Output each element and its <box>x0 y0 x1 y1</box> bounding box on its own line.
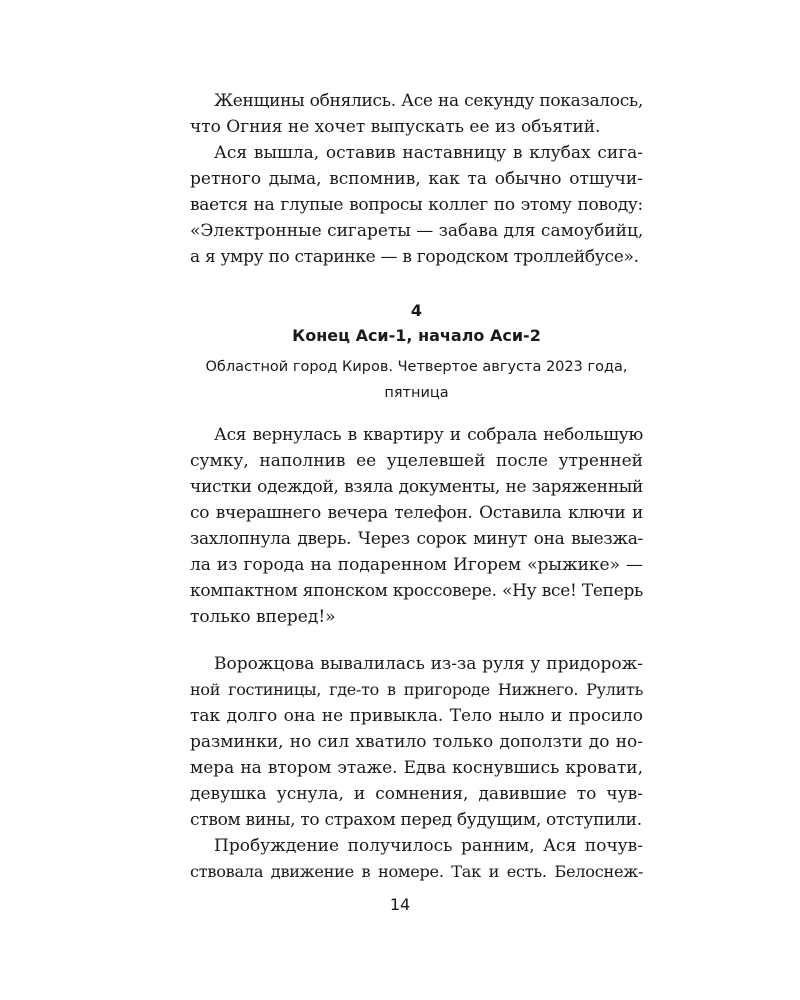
text-line: только вперед!» <box>190 607 336 627</box>
text-section-top <box>190 88 643 270</box>
paragraph <box>190 140 643 270</box>
text-section-bottom <box>190 651 643 885</box>
text-line: со вчерашнего вечера телефон. Оставила ключи и <box>190 503 643 523</box>
text-line: «Электронные сигареты — забава для самоубийц, <box>190 221 644 241</box>
text-line: ствовала движение в номере. Так и есть. Белоснеж- <box>190 862 643 881</box>
chapter-subtitle <box>190 354 643 406</box>
text-line: так долго она не привыкла. Тело ныло и просило <box>190 706 643 726</box>
paragraph <box>190 422 643 630</box>
text-line: что Огния не хочет выпускать ее из объятий. <box>190 117 601 137</box>
text-line: Ася вышла, оставив наставницу в клубах сига- <box>214 143 643 163</box>
text-line: Ворожцова вывалилась из-за руля у придорож- <box>214 654 643 674</box>
chapter-title: Конец Аси-1, начало Аси-2 <box>292 326 541 345</box>
text-line: Ася вернулась в квартиру и собрала небольшую <box>214 425 643 445</box>
text-line: Женщины обнялись. Асе на секунду показалось, <box>214 91 643 111</box>
text-line: захлопнула дверь. Через сорок минут она выезжа- <box>190 529 643 549</box>
text-line: чистки одеждой, взяла документы, не заряженный <box>190 477 643 497</box>
paragraph <box>190 651 643 833</box>
text-line: компактном японском кроссовере. «Ну все! Теперь <box>190 581 643 601</box>
text-line: мера на втором этаже. Едва коснувшись кровати, <box>190 758 643 778</box>
text-line: девушка уснула, и сомнения, давившие то чув- <box>190 784 643 804</box>
text-line: ной гостиницы, где-то в пригороде Нижнего. Рулить <box>190 680 643 699</box>
text-line: вается на глупые вопросы коллег по этому поводу: <box>190 195 643 215</box>
text-line: а я умру по старинке — в городском троллейбусе». <box>190 247 639 267</box>
paragraph <box>190 88 643 140</box>
subtitle-line: Областной город Киров. Четвертое августа 2023 года, <box>205 359 628 375</box>
text-line: разминки, но сил хватило только доползти до но- <box>190 732 643 752</box>
text-line: ством вины, то страхом перед будущим, отступили. <box>190 810 642 830</box>
paragraph <box>190 833 643 885</box>
text-line: Пробуждение получилось ранним, Ася почув- <box>214 836 643 856</box>
chapter-number: 4 <box>410 301 423 320</box>
text-line: сумку, наполнив ее уцелевшей после утренней <box>190 451 643 471</box>
subtitle-line: пятница <box>384 385 449 401</box>
page-number: 14 <box>389 895 411 914</box>
text-line: ретного дыма, вспомнив, как та обычно отшучи- <box>190 169 643 189</box>
text-section-middle <box>190 422 643 630</box>
text-line: ла из города на подаренном Игорем «рыжике» — <box>190 555 643 575</box>
